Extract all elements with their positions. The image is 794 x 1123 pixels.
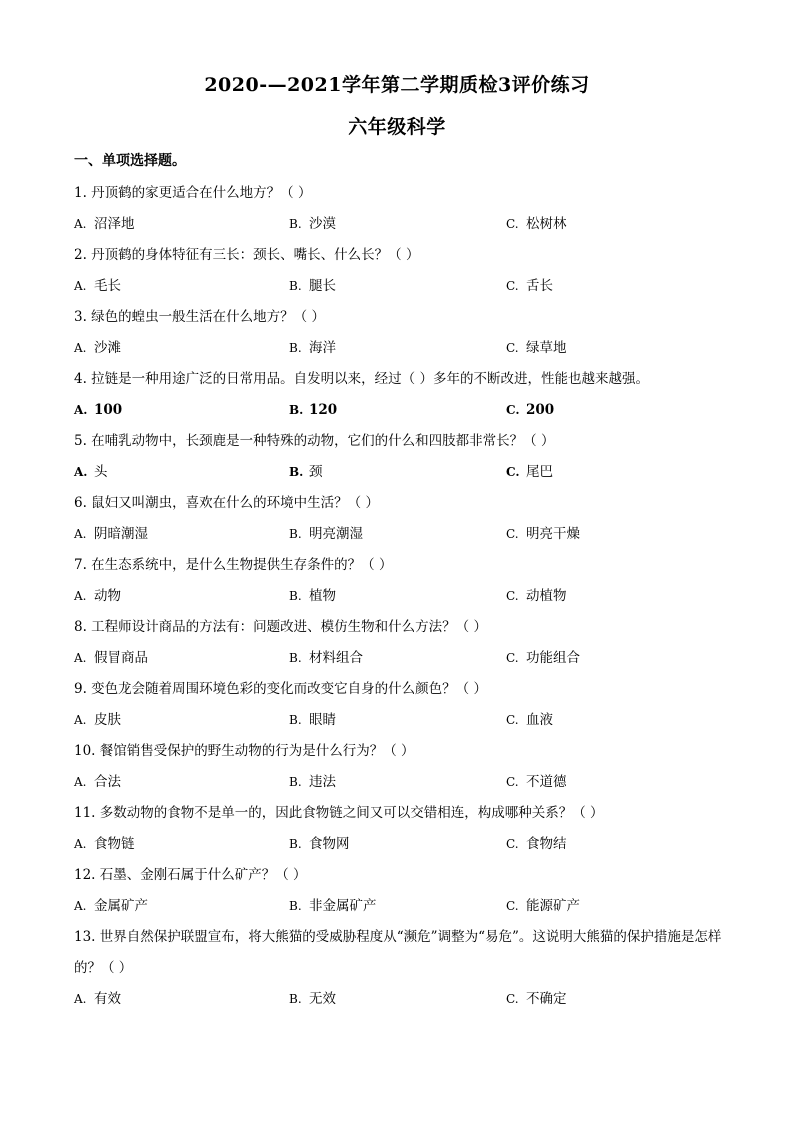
option-b bbox=[289, 209, 506, 240]
question-8 bbox=[74, 612, 734, 674]
option-letter: A. bbox=[74, 403, 88, 417]
option-text: 阴暗潮湿 bbox=[94, 526, 148, 542]
option-text: 材料组合 bbox=[309, 650, 363, 666]
option-letter: C. bbox=[506, 279, 519, 293]
option-text: 海洋 bbox=[309, 340, 336, 356]
question-11 bbox=[74, 798, 734, 860]
option-text: 有效 bbox=[94, 991, 121, 1007]
options-row bbox=[74, 271, 734, 302]
option-letter: B. bbox=[289, 589, 302, 603]
options-row bbox=[74, 705, 734, 736]
option-letter: A. bbox=[74, 992, 87, 1006]
option-letter: C. bbox=[506, 465, 520, 479]
option-text: 明亮潮湿 bbox=[309, 526, 363, 542]
question-stem: 3. 绿色的蝗虫一般生活在什么地方？（ ） bbox=[74, 309, 325, 325]
option-c bbox=[506, 984, 706, 1015]
options-row bbox=[74, 209, 734, 240]
question-7 bbox=[74, 550, 734, 612]
option-letter: B. bbox=[289, 651, 302, 665]
option-letter: C. bbox=[506, 403, 520, 417]
exam-subtitle: 六年级科学 bbox=[348, 116, 446, 138]
options-row bbox=[74, 333, 734, 364]
option-b bbox=[289, 829, 506, 860]
option-text: 食物结 bbox=[526, 836, 567, 852]
option-text: 尾巴 bbox=[526, 464, 553, 480]
option-b bbox=[289, 271, 506, 302]
option-letter: A. bbox=[74, 899, 87, 913]
option-letter: A. bbox=[74, 589, 87, 603]
option-text: 沙漠 bbox=[309, 216, 336, 232]
question-2 bbox=[74, 240, 734, 302]
option-a bbox=[74, 395, 289, 426]
option-a bbox=[74, 891, 289, 922]
option-letter: B. bbox=[289, 217, 302, 231]
option-letter: A. bbox=[74, 527, 87, 541]
option-letter: B. bbox=[289, 899, 302, 913]
option-text: 金属矿产 bbox=[94, 898, 148, 914]
option-text: 皮肤 bbox=[94, 712, 121, 728]
option-a bbox=[74, 705, 289, 736]
option-a bbox=[74, 271, 289, 302]
section-heading: 一、单项选择题。 bbox=[74, 153, 186, 169]
option-letter: A. bbox=[74, 217, 87, 231]
question-5 bbox=[74, 426, 734, 488]
option-text: 200 bbox=[526, 402, 555, 418]
option-b bbox=[289, 581, 506, 612]
question-9 bbox=[74, 674, 734, 736]
option-text: 动植物 bbox=[526, 588, 567, 604]
option-c bbox=[506, 271, 706, 302]
option-letter: C. bbox=[506, 992, 519, 1006]
option-letter: A. bbox=[74, 775, 87, 789]
option-c bbox=[506, 891, 706, 922]
option-letter: A. bbox=[74, 465, 88, 479]
question-stem: 10. 餐馆销售受保护的野生动物的行为是什么行为？（ ） bbox=[74, 743, 415, 759]
option-a bbox=[74, 829, 289, 860]
option-letter: C. bbox=[506, 589, 519, 603]
option-a bbox=[74, 643, 289, 674]
option-letter: A. bbox=[74, 651, 87, 665]
option-a bbox=[74, 333, 289, 364]
option-letter: C. bbox=[506, 775, 519, 789]
option-letter: C. bbox=[506, 899, 519, 913]
options-row bbox=[74, 643, 734, 674]
question-13 bbox=[74, 922, 734, 1015]
option-letter: C. bbox=[506, 217, 519, 231]
option-letter: C. bbox=[506, 651, 519, 665]
option-c bbox=[506, 705, 706, 736]
option-c bbox=[506, 457, 706, 488]
option-letter: B. bbox=[289, 992, 302, 1006]
option-letter: C. bbox=[506, 341, 519, 355]
option-letter: B. bbox=[289, 465, 304, 479]
question-stem: 7. 在生态系统中，是什么生物提供生存条件的？（ ） bbox=[74, 557, 393, 573]
option-text: 植物 bbox=[309, 588, 336, 604]
option-b bbox=[289, 643, 506, 674]
option-text: 绿草地 bbox=[526, 340, 567, 356]
question-stem: 6. 鼠妇又叫潮虫，喜欢在什么的环境中生活？（ ） bbox=[74, 495, 379, 511]
question-stem: 2. 丹顶鹤的身体特征有三长：颈长、嘴长、什么长？（ ） bbox=[74, 247, 420, 263]
option-b bbox=[289, 891, 506, 922]
option-text: 合法 bbox=[94, 774, 121, 790]
exam-title: 2020-—2021学年第二学期质检3评价练习 bbox=[204, 74, 590, 96]
option-letter: B. bbox=[289, 341, 302, 355]
option-c bbox=[506, 209, 706, 240]
option-letter: A. bbox=[74, 713, 87, 727]
question-list bbox=[74, 178, 734, 1015]
options-row bbox=[74, 581, 734, 612]
option-text: 功能组合 bbox=[526, 650, 580, 666]
option-text: 120 bbox=[309, 402, 338, 418]
option-letter: B. bbox=[289, 527, 302, 541]
question-6 bbox=[74, 488, 734, 550]
question-4 bbox=[74, 364, 734, 426]
option-c bbox=[506, 519, 706, 550]
options-row bbox=[74, 984, 734, 1015]
option-letter: A. bbox=[74, 341, 87, 355]
option-c bbox=[506, 643, 706, 674]
options-row bbox=[74, 457, 734, 488]
option-a bbox=[74, 581, 289, 612]
option-text: 血液 bbox=[526, 712, 553, 728]
question-stem: 1. 丹顶鹤的家更适合在什么地方？（ ） bbox=[74, 185, 312, 201]
question-stem: 13. 世界自然保护联盟宣布，将大熊猫的受威胁程度从“濒危”调整为“易危”。这说明大熊猫的保护措施是怎样的？（ ） bbox=[74, 929, 722, 976]
option-letter: B. bbox=[289, 403, 304, 417]
option-letter: C. bbox=[506, 713, 519, 727]
option-b bbox=[289, 519, 506, 550]
option-text: 舌长 bbox=[526, 278, 553, 294]
option-b bbox=[289, 395, 506, 426]
option-b bbox=[289, 984, 506, 1015]
option-text: 食物链 bbox=[94, 836, 135, 852]
option-text: 违法 bbox=[309, 774, 336, 790]
option-a bbox=[74, 767, 289, 798]
question-stem: 4. 拉链是一种用途广泛的日常用品。自发明以来，经过（ ）多年的不断改进，性能也越来越强。 bbox=[74, 371, 649, 387]
option-text: 无效 bbox=[309, 991, 336, 1007]
option-a bbox=[74, 519, 289, 550]
option-b bbox=[289, 333, 506, 364]
options-row bbox=[74, 519, 734, 550]
option-c bbox=[506, 581, 706, 612]
question-stem: 5. 在哺乳动物中，长颈鹿是一种特殊的动物，它们的什么和四肢都非常长？（ ） bbox=[74, 433, 555, 449]
option-text: 颈 bbox=[309, 464, 323, 480]
option-text: 非金属矿产 bbox=[309, 898, 377, 914]
option-text: 能源矿产 bbox=[526, 898, 580, 914]
options-row bbox=[74, 767, 734, 798]
option-text: 沼泽地 bbox=[94, 216, 135, 232]
option-text: 100 bbox=[94, 402, 123, 418]
option-text: 假冒商品 bbox=[94, 650, 148, 666]
option-text: 动物 bbox=[94, 588, 121, 604]
options-row bbox=[74, 395, 734, 426]
question-stem: 9. 变色龙会随着周围环境色彩的变化而改变它自身的什么颜色？（ ） bbox=[74, 681, 487, 697]
option-text: 沙滩 bbox=[94, 340, 121, 356]
option-text: 不确定 bbox=[526, 991, 567, 1007]
option-text: 松树林 bbox=[526, 216, 567, 232]
question-12 bbox=[74, 860, 734, 922]
option-text: 腿长 bbox=[309, 278, 336, 294]
question-stem: 8. 工程师设计商品的方法有：问题改进、模仿生物和什么方法？（ ） bbox=[74, 619, 487, 635]
option-letter: C. bbox=[506, 527, 519, 541]
question-1 bbox=[74, 178, 734, 240]
options-row bbox=[74, 829, 734, 860]
option-b bbox=[289, 457, 506, 488]
option-letter: C. bbox=[506, 837, 519, 851]
option-c bbox=[506, 767, 706, 798]
option-a bbox=[74, 984, 289, 1015]
question-stem: 11. 多数动物的食物不是单一的，因此食物链之间又可以交错相连，构成哪种关系？（ ） bbox=[74, 805, 604, 821]
option-c bbox=[506, 829, 706, 860]
option-text: 毛长 bbox=[94, 278, 121, 294]
question-10 bbox=[74, 736, 734, 798]
option-text: 眼睛 bbox=[309, 712, 336, 728]
option-c bbox=[506, 333, 706, 364]
option-letter: A. bbox=[74, 837, 87, 851]
question-stem: 12. 石墨、金刚石属于什么矿产？（ ） bbox=[74, 867, 307, 883]
option-text: 明亮干燥 bbox=[526, 526, 580, 542]
option-a bbox=[74, 457, 289, 488]
option-letter: B. bbox=[289, 775, 302, 789]
option-b bbox=[289, 705, 506, 736]
option-letter: B. bbox=[289, 279, 302, 293]
option-text: 食物网 bbox=[309, 836, 350, 852]
option-c bbox=[506, 395, 706, 426]
option-letter: B. bbox=[289, 837, 302, 851]
option-letter: B. bbox=[289, 713, 302, 727]
option-b bbox=[289, 767, 506, 798]
options-row bbox=[74, 891, 734, 922]
option-text: 不道德 bbox=[526, 774, 567, 790]
option-text: 头 bbox=[94, 464, 108, 480]
option-a bbox=[74, 209, 289, 240]
option-letter: A. bbox=[74, 279, 87, 293]
question-3 bbox=[74, 302, 734, 364]
